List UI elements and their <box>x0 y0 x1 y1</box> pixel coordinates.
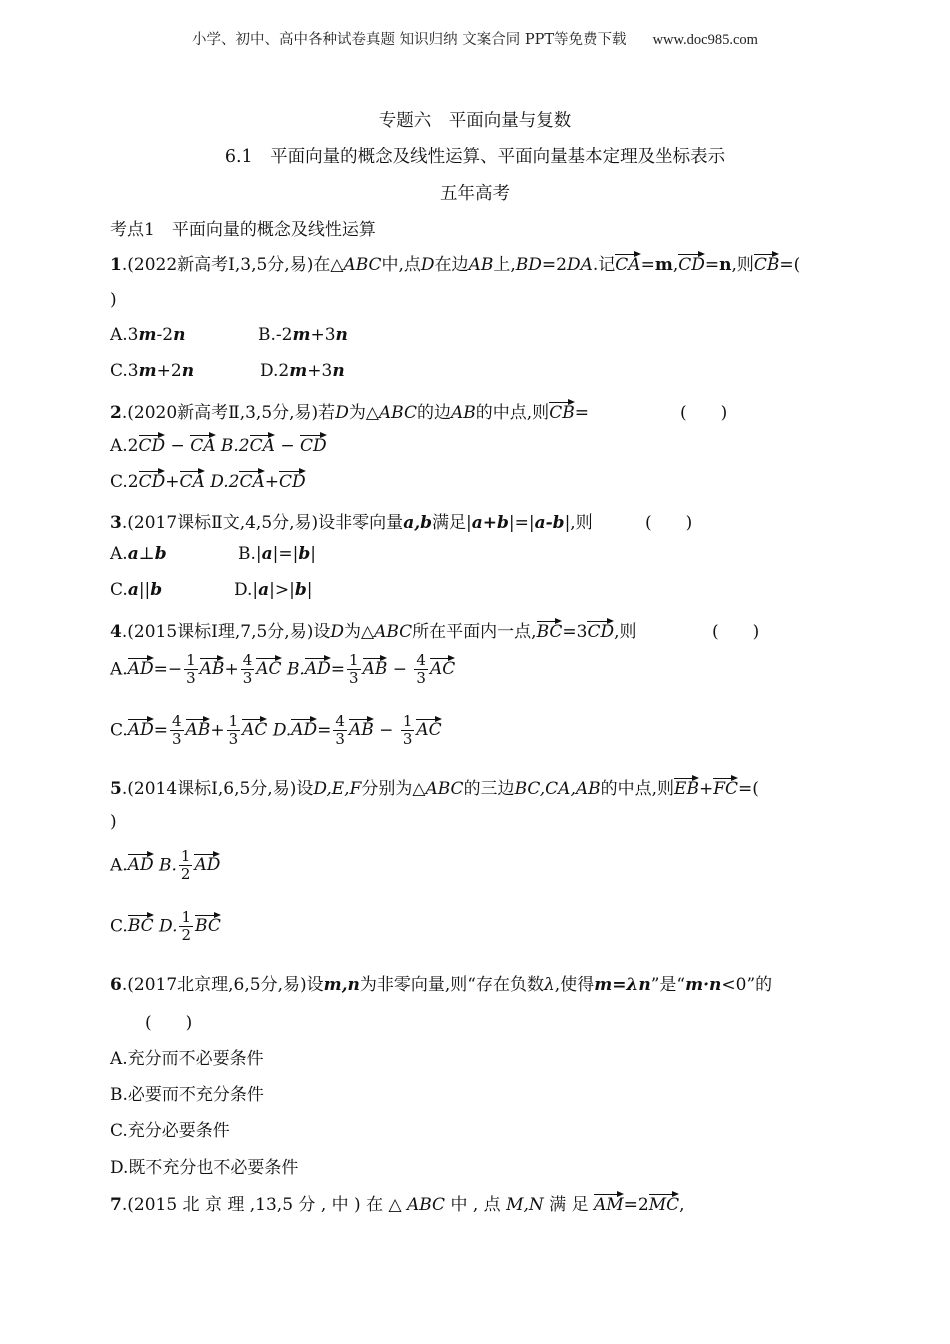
page-header <box>0 28 950 49</box>
topic-title: 专题六 平面向量与复数 <box>378 111 572 131</box>
q6-option-a: A.充分而不必要条件 <box>110 1049 264 1069</box>
question-4: 4.(2015课标Ⅰ理,7,5分,易)设D为△ABC所在平面内一点,BC=3CD,则 <box>110 622 637 642</box>
q3-paren: ( ) <box>645 513 693 533</box>
q2-options-cd: C.2CD+CA D.2CA+CD <box>110 472 306 492</box>
q5-options-ab: A.AD B. $\frac{1}{2}$ AD <box>110 847 221 884</box>
q4-options-cd: C.AD= $\frac{4}{3}$ AB+ $\frac{1}{3}$ AC D.AD= $\frac{4}{3}$ AB − $\frac{1}{3}$ AC <box>110 712 442 749</box>
q1-option-b: B.-2m+3n <box>258 325 348 345</box>
q4-paren: ( ) <box>712 622 760 642</box>
q3-option-c: C.a||b <box>110 580 163 600</box>
q6-option-b: B.必要而不充分条件 <box>110 1085 264 1105</box>
question-5: 5.(2014课标Ⅰ,6,5分,易)设D,E,F分别为△ABC的三边BC,CA,AB的中点,则EB+FC=( <box>110 779 759 799</box>
question-1: 1.(2022新高考Ⅰ,3,5分,易)在△ABC中,点D在边AB上,BD=2DA.记CA=m,CD=n,则CB=( <box>110 255 801 275</box>
section-title: 6.1 平面向量的概念及线性运算、平面向量基本定理及坐标表示 <box>224 147 726 167</box>
header-site: www.doc985.com <box>652 32 758 48</box>
q3-option-a: A.a⊥b <box>110 544 167 564</box>
q2-paren: ( ) <box>680 403 728 423</box>
question-5-cont: ) <box>110 812 117 832</box>
q3-option-d: D.|a|>|b| <box>234 580 313 600</box>
q5-options-cd: C.BC D. $\frac{1}{2}$ BC <box>110 908 221 945</box>
q1-option-d: D.2m+3n <box>260 361 345 381</box>
question-7: 7.(2015 北 京 理 ,13,5 分 , 中 ) 在 △ ABC 中 , 点 M,N 满 足 AM=2MC, <box>110 1195 685 1215</box>
q4-options-ab: A.AD=− $\frac{1}{3}$ AB+ $\frac{4}{3}$ AC B.AD= $\frac{1}{3}$ AB − $\frac{4}{3}$ AC <box>110 651 456 688</box>
q2-options-ab: A.2CD − CA B.2CA − CD <box>110 436 327 456</box>
part-title: 五年高考 <box>440 184 510 204</box>
question-2: 2.(2020新高考Ⅱ,3,5分,易)若D为△ABC的边AB的中点,则CB= <box>110 403 589 423</box>
kaodian-heading: 考点1 平面向量的概念及线性运算 <box>110 220 376 240</box>
q6-option-c: C.充分必要条件 <box>110 1121 230 1141</box>
header-text: 小学、初中、高中各种试卷真题 知识归纳 文案合同 PPT等免费下载 <box>192 32 627 48</box>
q3-option-b: B.|a|=|b| <box>238 544 316 564</box>
q6-option-d: D.既不充分也不必要条件 <box>110 1158 299 1178</box>
q6-paren: ( ) <box>145 1013 193 1033</box>
q1-option-c: C.3m+2n <box>110 361 195 381</box>
question-3: 3.(2017课标Ⅱ文,4,5分,易)设非零向量a,b满足|a+b|=|a-b|,则 <box>110 513 593 533</box>
question-1-cont: ) <box>110 290 117 310</box>
question-6: 6.(2017北京理,6,5分,易)设m,n为非零向量,则“存在负数λ,使得m=λn”是“m·n<0”的 <box>110 975 773 995</box>
q1-option-a: A.3m-2n <box>110 325 186 345</box>
